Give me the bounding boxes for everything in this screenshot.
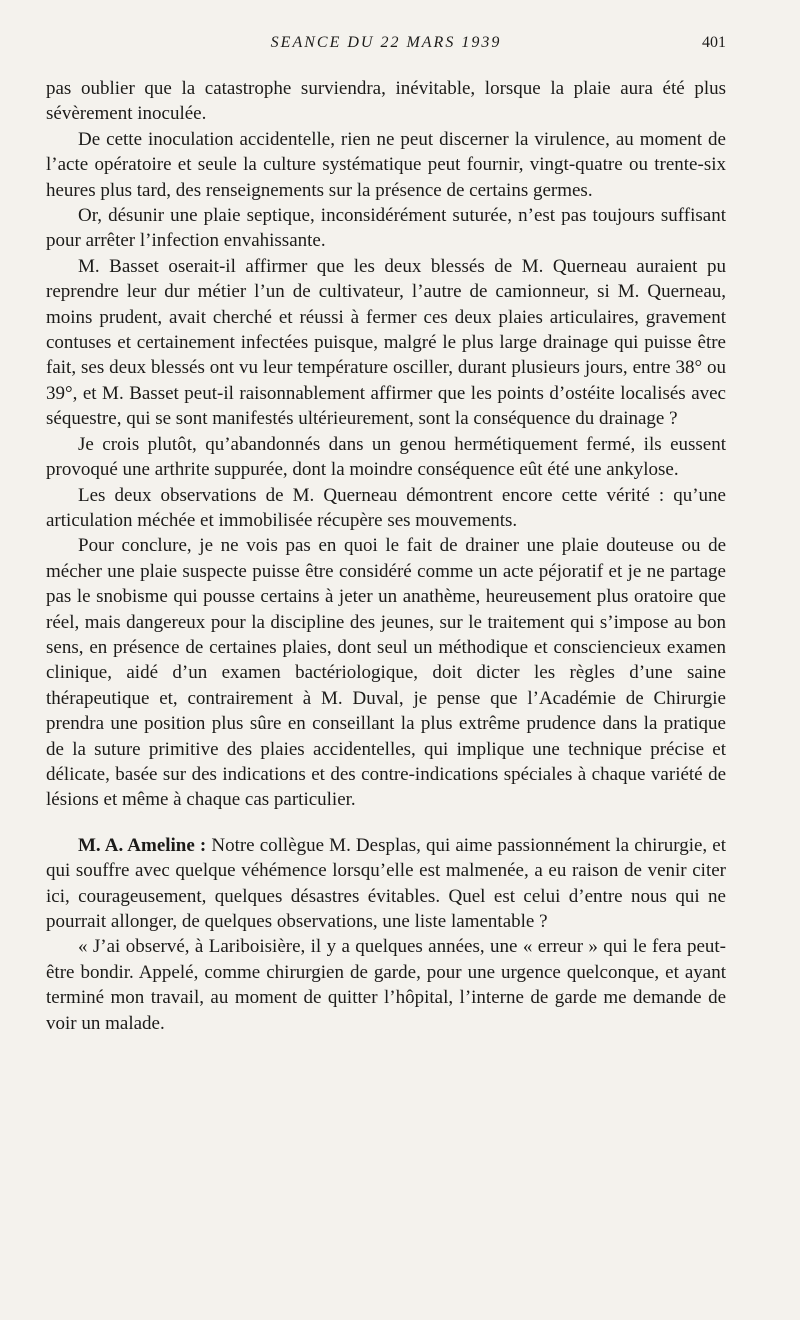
paragraph-ameline-quote: « J’ai observé, à Lariboisière, il y a quelques années, une « erreur » qui le fera peut-être bondir. Appelé, comme chirurgien de garde, pour une urgence quelconque, et ayant terminé mon travail, au moment de quitter l’hôpital, l’interne de garde me demande de voir un malade. xyxy=(46,936,726,1034)
paragraph-conclusion: Pour conclure, je ne vois pas en quoi le fait de drainer une plaie douteuse ou de mécher une plaie suspecte puisse être considéré comme un acte péjoratif et je ne partage pas le snobisme qui pousse certains à jeter un anathème, heureusement plus oratoire que réel, mais dangereux pour la discipline des jeunes, sur le traitement qui s’impose au bon sens, en présence de certaines plaies, dont seul un méthodique et consciencieux examen clinique, aidé d’un examen bactériologique, doit dicter les règles d’une saine thérapeutique et, contrairement à M. Duval, je pense que l’Académie de Chirurgie prendra une position plus sûre en conseillant la plus extrême prudence dans la pratique de la suture primitive des plaies accidentelles, qui implique une technique précise et délicate, basée sur des indications et des contre-indications spéciales à chaque variété de lésions et même à chaque cas particulier. xyxy=(46,535,726,811)
paragraph-continuation: pas oublier que la catastrophe surviendra, inévitable, lorsque la plaie aura été plus sévèrement inoculée. xyxy=(46,78,726,125)
running-header xyxy=(46,34,726,60)
paragraph-ameline-intervention xyxy=(46,833,726,935)
paragraph-inoculation: De cette inoculation accidentelle, rien ne peut discerner la virulence, au moment de l’acte opératoire et seule la culture systématique peut fournir, vingt-quatre ou trente-six heures plus tard, des renseignements sur la présence de certains germes. xyxy=(46,128,726,201)
speaker-label: M. A. Ameline : xyxy=(78,834,207,856)
section-gap xyxy=(46,813,726,833)
running-title: SEANCE DU 22 MARS 1939 xyxy=(270,34,502,51)
paragraph-basset-question: M. Basset oserait-il affirmer que les deux blessés de M. Querneau auraient pu reprendre leur dur métier l’un de cultivateur, l’autre de camionneur, si M. Querneau, moins prudent, avait cherché et réussi à fermer ces deux plaies articulaires, gravement contuses et certainement infectées puisque, malgré le plus large drainage qui puisse être fait, ses deux blessés ont vu leur température osciller, durant plusieurs jours, entre 38° ou 39°, et M. Basset peut-il raisonnablement affirmer que les points d’ostéite localisés avec séquestre, qui se sont manifestés ultérieurement, sont la conséquence du drainage ? xyxy=(46,255,726,430)
page-number: 401 xyxy=(702,34,726,51)
ameline-statement: Notre collègue M. Desplas, qui aime passionnément la chirurgie, et qui souffre avec quelque véhémence lorsqu’elle est malmenée, a eu raison de venir citer ici, courageusement, quelques désastres évitables. Quel est celui d’entre nous qui ne pourrait allonger, de quelques observations, une liste lamentable ? xyxy=(46,834,727,932)
paragraph-arthritis: Je crois plutôt, qu’abandonnés dans un genou hermétiquement fermé, ils eussent provoqué une arthrite suppurée, dont la moindre conséquence eût été une ankylose. xyxy=(46,433,726,481)
paragraph-observations: Les deux observations de M. Querneau démontrent encore cette vérité : qu’une articulation méchée et immobilisée récupère ses mouvements. xyxy=(46,484,726,531)
body-text xyxy=(46,76,726,1036)
paragraph-septic-wound: Or, désunir une plaie septique, inconsidérément suturée, n’est pas toujours suffisant pour arrêter l’infection envahissante. xyxy=(46,205,726,252)
